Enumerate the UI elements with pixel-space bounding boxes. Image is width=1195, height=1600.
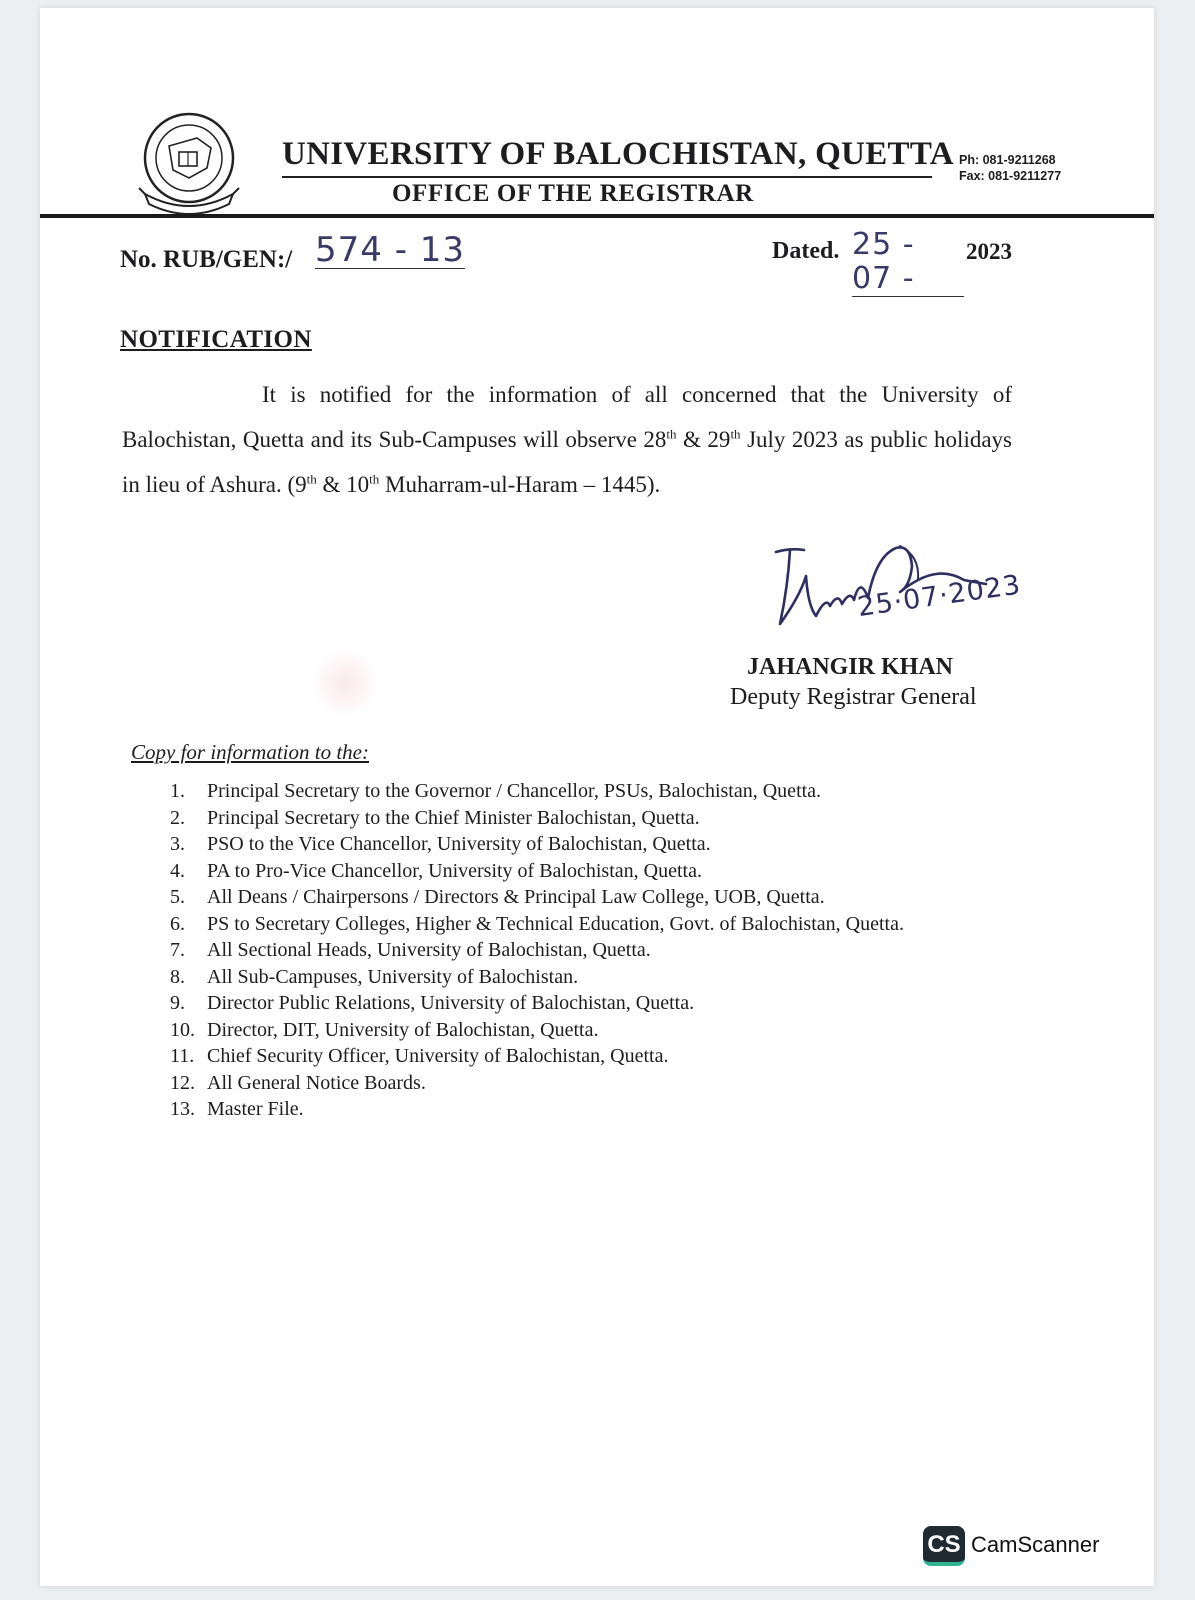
notification-title: NOTIFICATION xyxy=(120,326,312,353)
contact-info xyxy=(959,152,1061,184)
list-item-text: PA to Pro-Vice Chancellor, University of Balochistan, Quetta. xyxy=(207,859,702,882)
document-page xyxy=(40,8,1154,1586)
camscanner-watermark-text: CamScanner xyxy=(971,1532,1100,1557)
signatory-name: JAHANGIR KHAN xyxy=(747,654,954,680)
body-text-1: It is notified for the information of all concerned that the University of Balochistan, Quetta and its Sub-Campuses will observe 28 xyxy=(122,382,1012,452)
list-item-text: PS to Secretary Colleges, Higher & Technical Education, Govt. of Balochistan, Quetta. xyxy=(207,912,904,935)
list-item xyxy=(170,911,1050,938)
list-item-text: Director, DIT, University of Balochistan, Quetta. xyxy=(207,1018,599,1041)
superscript-th: th xyxy=(369,471,380,487)
camscanner-logo-icon: CS xyxy=(923,1526,965,1566)
list-item xyxy=(170,1043,1050,1070)
list-item xyxy=(170,831,1050,858)
body-text-4: & 10 xyxy=(316,472,370,497)
signatory-title: Deputy Registrar General xyxy=(730,684,977,710)
list-item-text: All General Notice Boards. xyxy=(207,1071,426,1094)
list-item-number: 8. xyxy=(170,965,185,988)
list-item-number: 3. xyxy=(170,833,185,855)
list-item-number: 7. xyxy=(170,939,185,961)
superscript-th: th xyxy=(730,426,741,442)
list-item-text: PSO to the Vice Chancellor, University of Balochistan, Quetta. xyxy=(207,833,711,855)
list-item-text: All Deans / Chairpersons / Directors & Principal Law College, UOB, Quetta. xyxy=(207,886,825,908)
reference-number-handwritten: 574 - 13 xyxy=(315,230,466,270)
list-item-number: 6. xyxy=(170,912,185,935)
list-item-number: 2. xyxy=(170,806,185,829)
copy-recipient-list xyxy=(170,778,1050,1123)
list-item xyxy=(170,1070,1050,1097)
list-item-text: Principal Secretary to the Governor / Chancellor, PSUs, Balochistan, Quetta. xyxy=(207,780,822,802)
superscript-th: th xyxy=(306,471,317,487)
list-item-text: All Sub-Campuses, University of Balochistan. xyxy=(207,965,579,988)
header-divider xyxy=(40,214,1154,218)
list-item-text: Chief Security Officer, University of Balochistan, Quetta. xyxy=(207,1045,669,1067)
list-item-number: 1. xyxy=(170,780,185,802)
list-item-number: 5. xyxy=(170,886,185,908)
list-item xyxy=(170,805,1050,832)
list-item-number: 4. xyxy=(170,859,185,882)
university-seal-logo xyxy=(137,108,241,218)
list-item xyxy=(170,937,1050,964)
notification-body xyxy=(122,372,1012,507)
university-name-underline xyxy=(282,176,932,178)
list-item-text: Master File. xyxy=(207,1098,304,1120)
list-item-text: Director Public Relations, University of Balochistan, Quetta. xyxy=(207,992,695,1014)
signature-date-handwritten: 25·07·2023 xyxy=(855,569,1023,623)
fax-number: Fax: 081-9211277 xyxy=(959,169,1062,183)
list-item xyxy=(170,778,1050,805)
list-item xyxy=(170,964,1050,991)
list-item-number: 11. xyxy=(170,1045,195,1067)
date-handwritten: 25 - 07 - xyxy=(852,228,964,297)
list-item xyxy=(170,1096,1050,1123)
list-item xyxy=(170,884,1050,911)
date-year: 2023 xyxy=(966,239,1012,264)
phone-number: Ph: 081-9211268 xyxy=(959,153,1056,167)
body-text-3: July 2023 as public holidays in lieu of Ashura. (9 xyxy=(122,427,1012,497)
list-item-text: Principal Secretary to the Chief Minister Balochistan, Quetta. xyxy=(207,806,700,829)
body-text-2: & 29 xyxy=(676,427,731,452)
list-item-number: 13. xyxy=(170,1098,195,1120)
list-item-number: 9. xyxy=(170,992,185,1014)
copy-heading: Copy for information to the: xyxy=(131,740,369,764)
dated-label: Dated. xyxy=(772,238,840,264)
superscript-th: th xyxy=(666,426,677,442)
faint-stamp-mark xyxy=(310,648,380,718)
list-item-number: 10. xyxy=(170,1018,195,1041)
office-title: OFFICE OF THE REGISTRAR xyxy=(392,180,754,207)
list-item xyxy=(170,990,1050,1017)
list-item-number: 12. xyxy=(170,1071,195,1094)
body-text-5: Muharram-ul-Haram – 1445). xyxy=(379,472,661,497)
list-item-text: All Sectional Heads, University of Balochistan, Quetta. xyxy=(207,939,651,961)
list-item xyxy=(170,858,1050,885)
reference-label: No. RUB/GEN:/ xyxy=(120,246,293,273)
university-name: UNIVERSITY OF BALOCHISTAN, QUETTA xyxy=(282,136,954,172)
list-item xyxy=(170,1017,1050,1044)
